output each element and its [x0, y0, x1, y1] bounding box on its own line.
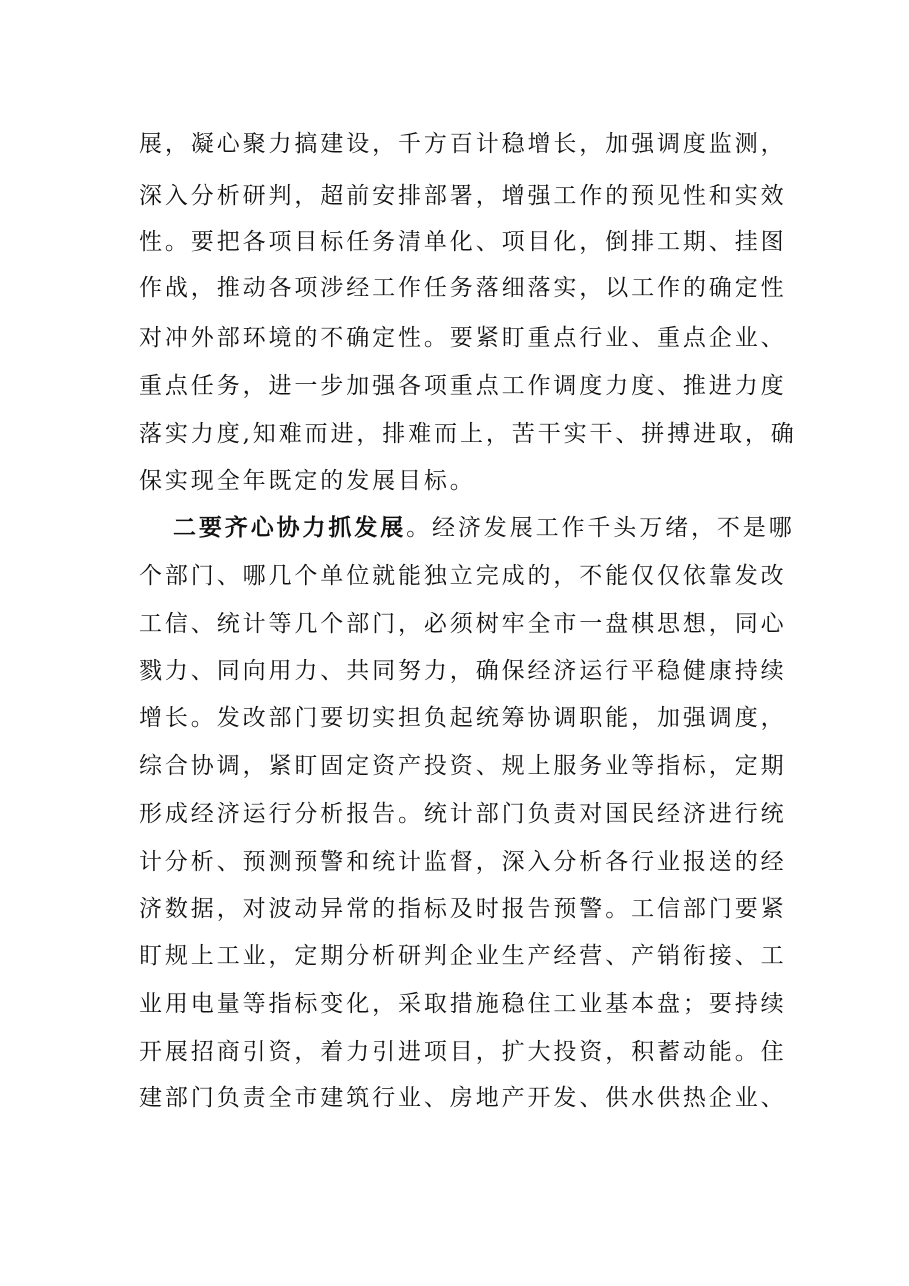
paragraph-line: 展，凝心聚力搞建设，千方百计稳增长，加强调度监测， [139, 131, 787, 157]
paragraph-line: 济数据，对波动异常的指标及时报告预警。工信部门要紧 [139, 896, 787, 922]
paragraph-line: 形成经济运行分析报告。统计部门负责对国民经济进行统 [139, 801, 787, 827]
paragraph-line: 业用电量等指标变化，采取措施稳住工业基本盘；要持续 [139, 991, 787, 1017]
paragraph-heading: 二要齐心协力抓发展 [173, 514, 407, 541]
paragraph-line: 个部门、哪几个单位就能独立完成的，不能仅仅依靠发改 [139, 563, 787, 589]
paragraph-line: 保实现全年既定的发展目标。 [139, 468, 476, 494]
paragraph-line: 开展招商引资，着力引进项目，扩大投资，积蓄动能。住 [139, 1039, 787, 1065]
paragraph-line: 盯规上工业，定期分析研判企业生产经营、产销衔接、工 [139, 943, 787, 969]
paragraph-line: 综合协调，紧盯固定资产投资、规上服务业等指标，定期 [139, 753, 787, 779]
paragraph-line: 重点任务，进一步加强各项重点工作调度力度、推进力度 [139, 373, 787, 399]
paragraph-first-line [173, 512, 795, 544]
paragraph-line: 建部门负责全市建筑行业、房地产开发、供水供热企业、 [139, 1085, 787, 1111]
paragraph-first-line-text: 。经济发展工作千头万绪，不是哪 [406, 515, 795, 541]
paragraph-line: 计分析、预测预警和统计监督，深入分析各行业报送的经 [139, 849, 787, 875]
paragraph-line: 作战，推动各项涉经工作任务落细落实，以工作的确定性 [139, 275, 787, 301]
paragraph-line: 工信、统计等几个部门，必须树牢全市一盘棋思想，同心 [139, 611, 787, 637]
paragraph-line: 对冲外部环境的不确定性。要紧盯重点行业、重点企业、 [139, 325, 787, 351]
paragraph-line: 性。要把各项目标任务清单化、项目化，倒排工期、挂图 [139, 229, 787, 255]
paragraph-line: 增长。发改部门要切实担负起统筹协调职能，加强调度， [139, 705, 787, 731]
paragraph-line: 戮力、同向用力、共同努力，确保经济运行平稳健康持续 [139, 658, 787, 684]
paragraph-line: 落实力度,知难而进，排难而上，苦干实干、拼搏进取，确 [139, 421, 797, 447]
paragraph-line: 深入分析研判，超前安排部署，增强工作的预见性和实效 [139, 183, 787, 209]
